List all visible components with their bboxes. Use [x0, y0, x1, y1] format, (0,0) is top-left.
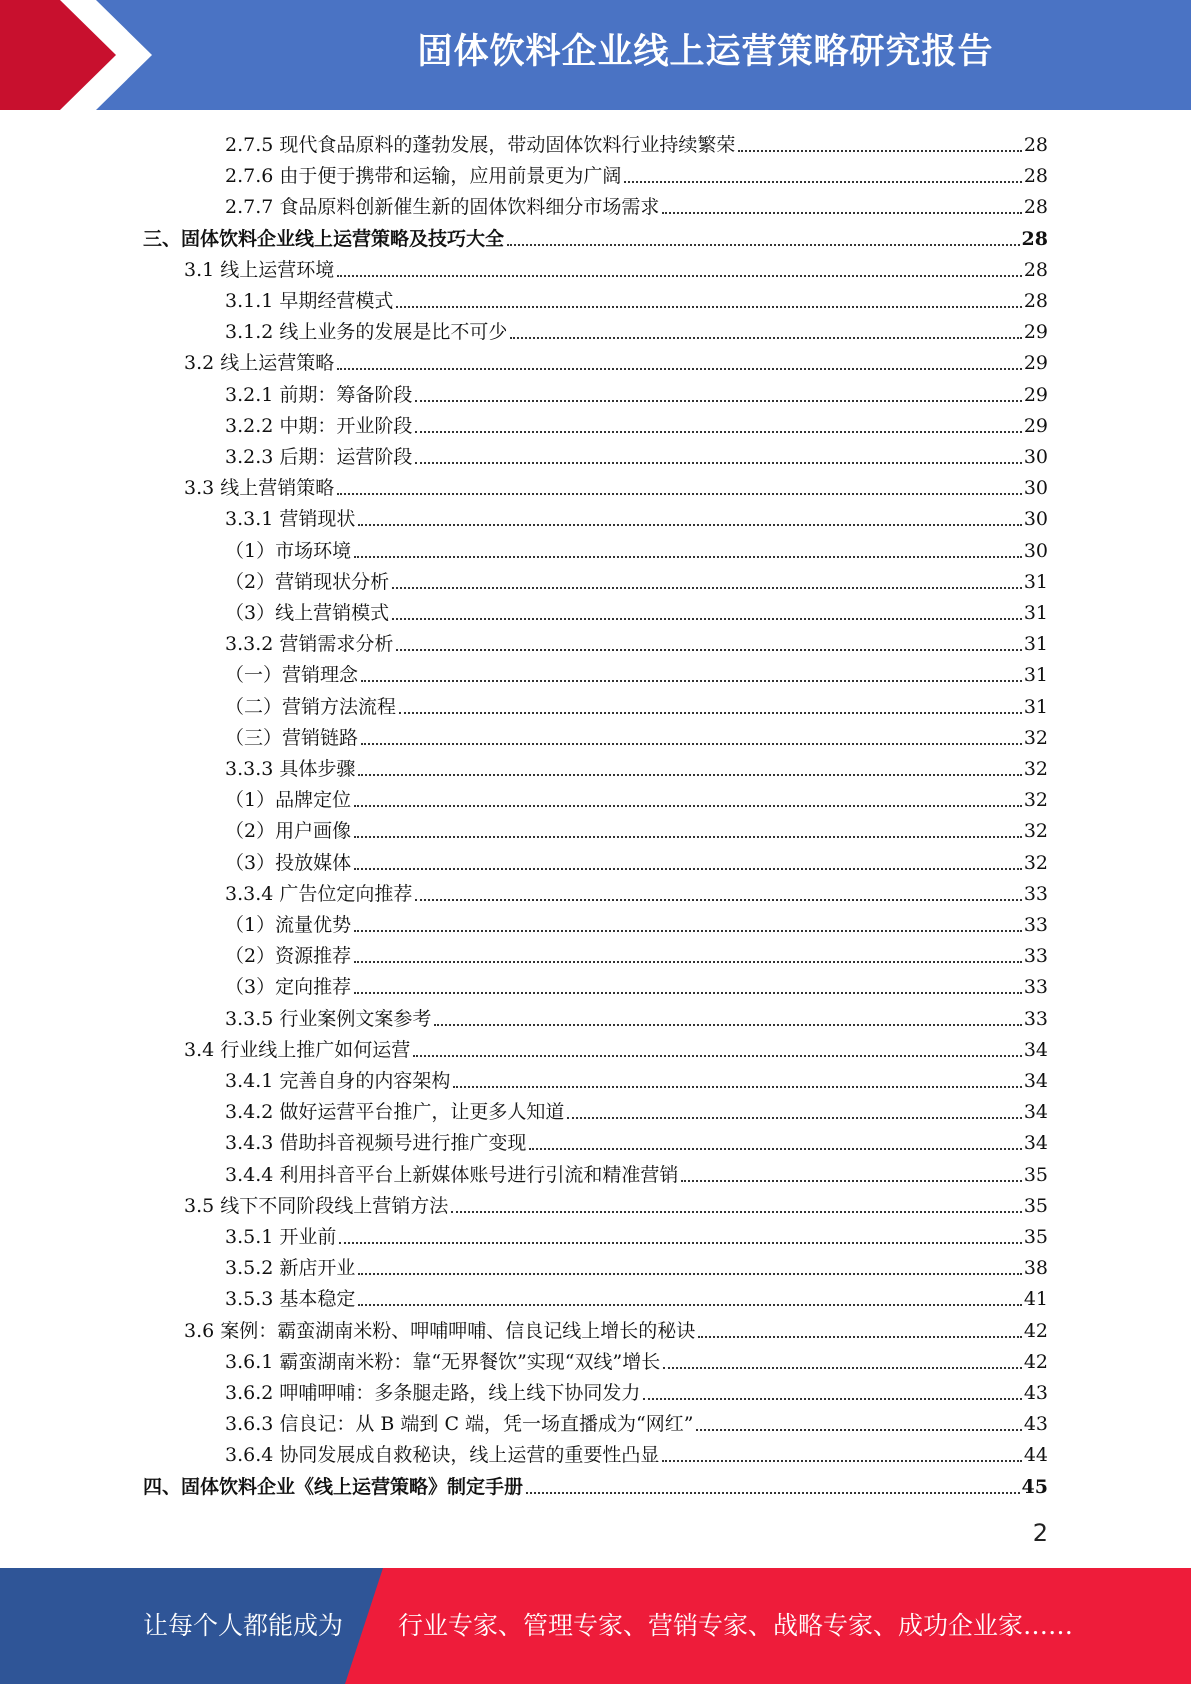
toc-entry-label: 3.4.4 利用抖音平台上新媒体账号进行引流和精准营销: [225, 1164, 679, 1186]
toc-dot-leader: [354, 930, 1022, 932]
toc-entry-label: （3）投放媒体: [225, 852, 352, 874]
toc-entry[interactable]: [225, 283, 1048, 314]
toc-entry-page: 33: [1023, 1008, 1048, 1030]
toc-dot-leader: [396, 306, 1021, 308]
toc-entry-page: 33: [1023, 883, 1048, 905]
toc-entry-label: 3.1.1 早期经营模式: [225, 290, 394, 312]
toc-entry-page: 31: [1023, 664, 1048, 686]
toc-entry-label: 3.4.2 做好运营平台推广，让更多人知道: [225, 1101, 565, 1123]
page-number: 2: [1032, 1519, 1048, 1547]
toc-entry-label: 3.6.3 信良记：从 B 端到 C 端，凭一场直播成为“网红”: [225, 1413, 694, 1435]
toc-entry[interactable]: [184, 252, 1048, 283]
toc-dot-leader: [358, 774, 1021, 776]
toc-entry-page: 28: [1021, 228, 1048, 250]
toc-entry[interactable]: [184, 470, 1048, 501]
toc-entry-label: （二）营销方法流程: [225, 696, 397, 718]
toc-entry[interactable]: [225, 876, 1048, 907]
toc-entry-label: （3）定向推荐: [225, 976, 352, 998]
toc-dot-leader: [681, 1180, 1021, 1182]
toc-entry[interactable]: [184, 345, 1048, 376]
toc-entry[interactable]: [225, 439, 1048, 470]
toc-entry-page: 35: [1023, 1164, 1048, 1186]
toc-entry-label: 3.3 线上营销策略: [184, 477, 335, 499]
toc-dot-leader: [507, 244, 1020, 246]
toc-entry-label: 2.7.7 食品原料创新催生新的固体饮料细分市场需求: [225, 196, 660, 218]
toc-entry-label: 3.6.1 霸蛮湖南米粉：靠“无界餐饮”实现“双线”增长: [225, 1351, 661, 1373]
toc-dot-leader: [354, 992, 1022, 994]
toc-entry-page: 31: [1023, 571, 1048, 593]
header-chevron-decoration: [0, 0, 160, 110]
toc-entry[interactable]: [225, 189, 1048, 220]
toc-entry-label: 3.4.3 借助抖音视频号进行推广变现: [225, 1132, 527, 1154]
toc-entry-page: 32: [1023, 727, 1048, 749]
toc-entry-page: 30: [1023, 446, 1048, 468]
toc-dot-leader: [358, 1304, 1021, 1306]
toc-entry-page: 28: [1023, 259, 1048, 281]
toc-entry[interactable]: [143, 221, 1048, 252]
header-title: 固体饮料企业线上运营策略研究报告: [417, 32, 994, 72]
toc-entry-label: （三）营销链路: [225, 727, 359, 749]
toc-dot-leader: [451, 1211, 1022, 1213]
toc-dot-leader: [337, 275, 1022, 277]
toc-entry[interactable]: [225, 626, 1048, 657]
toc-dot-leader: [453, 1086, 1021, 1088]
toc-dot-leader: [354, 805, 1022, 807]
toc-entry-page: 33: [1023, 914, 1048, 936]
toc-dot-leader: [358, 524, 1021, 526]
toc-entry[interactable]: [225, 1157, 1048, 1188]
toc-entry-page: 32: [1023, 852, 1048, 874]
toc-dot-leader: [354, 836, 1022, 838]
toc-entry-page: 29: [1023, 415, 1048, 437]
toc-entry-page: 32: [1023, 820, 1048, 842]
toc-entry[interactable]: [225, 1063, 1048, 1094]
toc-dot-leader: [392, 618, 1022, 620]
toc-entry-page: 41: [1023, 1288, 1048, 1310]
toc-entry-label: 3.5.1 开业前: [225, 1226, 337, 1248]
toc-dot-leader: [415, 899, 1021, 901]
toc-entry[interactable]: [225, 1250, 1048, 1281]
footer-slogan-left: 让每个人都能成为: [143, 1611, 344, 1640]
toc-entry-label: 3.5 线下不同阶段线上营销方法: [184, 1195, 449, 1217]
toc-entry-page: 33: [1023, 976, 1048, 998]
toc-entry[interactable]: [225, 845, 1048, 876]
toc-entry[interactable]: [225, 158, 1048, 189]
toc-dot-leader: [413, 1055, 1022, 1057]
toc-entry-page: 44: [1023, 1444, 1048, 1466]
toc-entry-page: 29: [1023, 384, 1048, 406]
toc-entry[interactable]: [225, 813, 1048, 844]
toc-entry-label: 三、固体饮料企业线上运营策略及技巧大全: [143, 228, 505, 250]
toc-entry[interactable]: [225, 1437, 1048, 1468]
toc-dot-leader: [510, 337, 1021, 339]
toc-entry[interactable]: [225, 969, 1048, 1000]
toc-entry[interactable]: [225, 533, 1048, 564]
toc-entry-label: 3.5.2 新店开业: [225, 1257, 356, 1279]
toc-entry-page: 31: [1023, 633, 1048, 655]
toc-dot-leader: [339, 1242, 1021, 1244]
toc-entry-page: 35: [1023, 1226, 1048, 1248]
toc-entry-label: 3.2 线上运营策略: [184, 352, 335, 374]
toc-entry[interactable]: [225, 1094, 1048, 1125]
toc-dot-leader: [415, 462, 1021, 464]
toc-entry-page: 43: [1023, 1382, 1048, 1404]
toc-dot-leader: [663, 1367, 1022, 1369]
page-footer: [0, 1568, 1191, 1684]
toc-entry[interactable]: [225, 657, 1048, 688]
toc-entry[interactable]: [184, 1032, 1048, 1063]
toc-entry[interactable]: [225, 1344, 1048, 1375]
toc-entry[interactable]: [225, 689, 1048, 720]
toc-entry-label: 3.4 行业线上推广如何运营: [184, 1039, 411, 1061]
toc-dot-leader: [337, 493, 1022, 495]
toc-entry-label: 3.2.3 后期：运营阶段: [225, 446, 413, 468]
toc-dot-leader: [399, 712, 1022, 714]
toc-dot-leader: [354, 556, 1022, 558]
toc-entry[interactable]: [184, 1188, 1048, 1219]
toc-entry-label: 2.7.5 现代食品原料的蓬勃发展，带动固体饮料行业持续繁荣: [225, 134, 736, 156]
toc-entry[interactable]: [225, 314, 1048, 345]
toc-entry-page: 42: [1023, 1320, 1048, 1342]
toc-dot-leader: [624, 181, 1021, 183]
toc-entry-page: 28: [1023, 196, 1048, 218]
toc-entry-label: （1）市场环境: [225, 540, 352, 562]
toc-entry-page: 30: [1023, 540, 1048, 562]
toc-dot-leader: [662, 212, 1021, 214]
toc-entry-label: （3）线上营销模式: [225, 602, 390, 624]
toc-entry-page: 30: [1023, 477, 1048, 499]
toc-entry-label: 3.3.4 广告位定向推荐: [225, 883, 413, 905]
toc-entry-page: 31: [1023, 602, 1048, 624]
toc-entry-page: 30: [1023, 508, 1048, 530]
toc-entry-page: 32: [1023, 789, 1048, 811]
toc-dot-leader: [392, 587, 1022, 589]
toc-entry-label: 3.3.3 具体步骤: [225, 758, 356, 780]
toc-entry[interactable]: [225, 595, 1048, 626]
toc-dot-leader: [361, 680, 1022, 682]
toc-entry-label: （2）资源推荐: [225, 945, 352, 967]
toc-entry-page: 28: [1023, 134, 1048, 156]
toc-entry[interactable]: [225, 720, 1048, 751]
toc-dot-leader: [358, 1273, 1021, 1275]
toc-entry[interactable]: [225, 907, 1048, 938]
toc-dot-leader: [529, 1148, 1021, 1150]
toc-dot-leader: [698, 1336, 1022, 1338]
toc-dot-leader: [354, 868, 1022, 870]
toc-entry-label: 3.6.4 协同发展成自救秘诀，线上运营的重要性凸显: [225, 1444, 660, 1466]
toc-dot-leader: [396, 649, 1021, 651]
toc-entry-page: 34: [1023, 1132, 1048, 1154]
toc-entry-label: （一）营销理念: [225, 664, 359, 686]
toc-dot-leader: [415, 431, 1021, 433]
toc-entry[interactable]: [225, 501, 1048, 532]
toc-entry-label: 3.3.5 行业案例文案参考: [225, 1008, 432, 1030]
toc-entry[interactable]: [143, 1469, 1048, 1500]
toc-dot-leader: [415, 400, 1021, 402]
toc-entry-label: 3.6.2 呷哺呷哺：多条腿走路，线上线下协同发力: [225, 1382, 641, 1404]
toc-entry[interactable]: [225, 1406, 1048, 1437]
toc-entry[interactable]: [225, 408, 1048, 439]
toc-entry-page: 35: [1023, 1195, 1048, 1217]
toc-dot-leader: [337, 368, 1022, 370]
toc-entry-label: 3.1.2 线上业务的发展是比不可少: [225, 321, 508, 343]
toc-entry-page: 31: [1023, 696, 1048, 718]
toc-entry-page: 42: [1023, 1351, 1048, 1373]
toc-entry-label: 3.6 案例：霸蛮湖南米粉、呷哺呷哺、信良记线上增长的秘诀: [184, 1320, 696, 1342]
toc-entry[interactable]: [225, 127, 1048, 158]
toc-entry[interactable]: [184, 1313, 1048, 1344]
toc-entry-page: 38: [1023, 1257, 1048, 1279]
toc-entry[interactable]: [225, 564, 1048, 595]
toc-entry-label: 3.5.3 基本稳定: [225, 1288, 356, 1310]
toc-entry-label: 3.1 线上运营环境: [184, 259, 335, 281]
toc-entry-page: 28: [1023, 165, 1048, 187]
toc-dot-leader: [696, 1429, 1021, 1431]
toc-entry-page: 34: [1023, 1070, 1048, 1092]
toc-entry-label: 3.3.2 营销需求分析: [225, 633, 394, 655]
toc-entry-page: 33: [1023, 945, 1048, 967]
toc-entry[interactable]: [225, 751, 1048, 782]
toc-entry-page: 29: [1023, 321, 1048, 343]
toc-dot-leader: [738, 150, 1021, 152]
toc-entry-page: 32: [1023, 758, 1048, 780]
toc-entry-label: （2）营销现状分析: [225, 571, 390, 593]
toc-dot-leader: [526, 1492, 1020, 1494]
toc-entry-page: 45: [1021, 1476, 1048, 1498]
toc-entry[interactable]: [225, 1001, 1048, 1032]
toc-entry-page: 43: [1023, 1413, 1048, 1435]
page-header: [0, 0, 1191, 110]
toc-entry[interactable]: [225, 1125, 1048, 1156]
toc-entry-label: 3.2.2 中期：开业阶段: [225, 415, 413, 437]
toc-entry-label: （2）用户画像: [225, 820, 352, 842]
toc-entry[interactable]: [225, 782, 1048, 813]
toc-entry-label: 2.7.6 由于便于携带和运输，应用前景更为广阔: [225, 165, 622, 187]
toc-entry-label: 3.2.1 前期：筹备阶段: [225, 384, 413, 406]
toc-entry[interactable]: [225, 1219, 1048, 1250]
toc-entry-label: 3.3.1 营销现状: [225, 508, 356, 530]
toc-dot-leader: [434, 1024, 1021, 1026]
toc-dot-leader: [643, 1398, 1021, 1400]
toc-dot-leader: [662, 1460, 1021, 1462]
toc-entry[interactable]: [225, 377, 1048, 408]
toc-entry-page: 29: [1023, 352, 1048, 374]
toc-dot-leader: [361, 743, 1022, 745]
footer-slogan-right: 行业专家、管理专家、营销专家、战略专家、成功企业家……: [398, 1611, 1074, 1640]
toc-entry-label: 3.4.1 完善自身的内容架构: [225, 1070, 451, 1092]
toc-entry-page: 28: [1023, 290, 1048, 312]
toc-entry[interactable]: [225, 1375, 1048, 1406]
toc-entry[interactable]: [225, 938, 1048, 969]
toc-entry-page: 34: [1023, 1101, 1048, 1123]
toc-entry-label: （1）品牌定位: [225, 789, 352, 811]
toc-entry-label: （1）流量优势: [225, 914, 352, 936]
toc-entry[interactable]: [225, 1281, 1048, 1312]
toc-entry-label: 四、固体饮料企业《线上运营策略》制定手册: [143, 1476, 524, 1498]
toc-dot-leader: [567, 1117, 1021, 1119]
toc-dot-leader: [354, 961, 1022, 963]
toc-entry-page: 34: [1023, 1039, 1048, 1061]
